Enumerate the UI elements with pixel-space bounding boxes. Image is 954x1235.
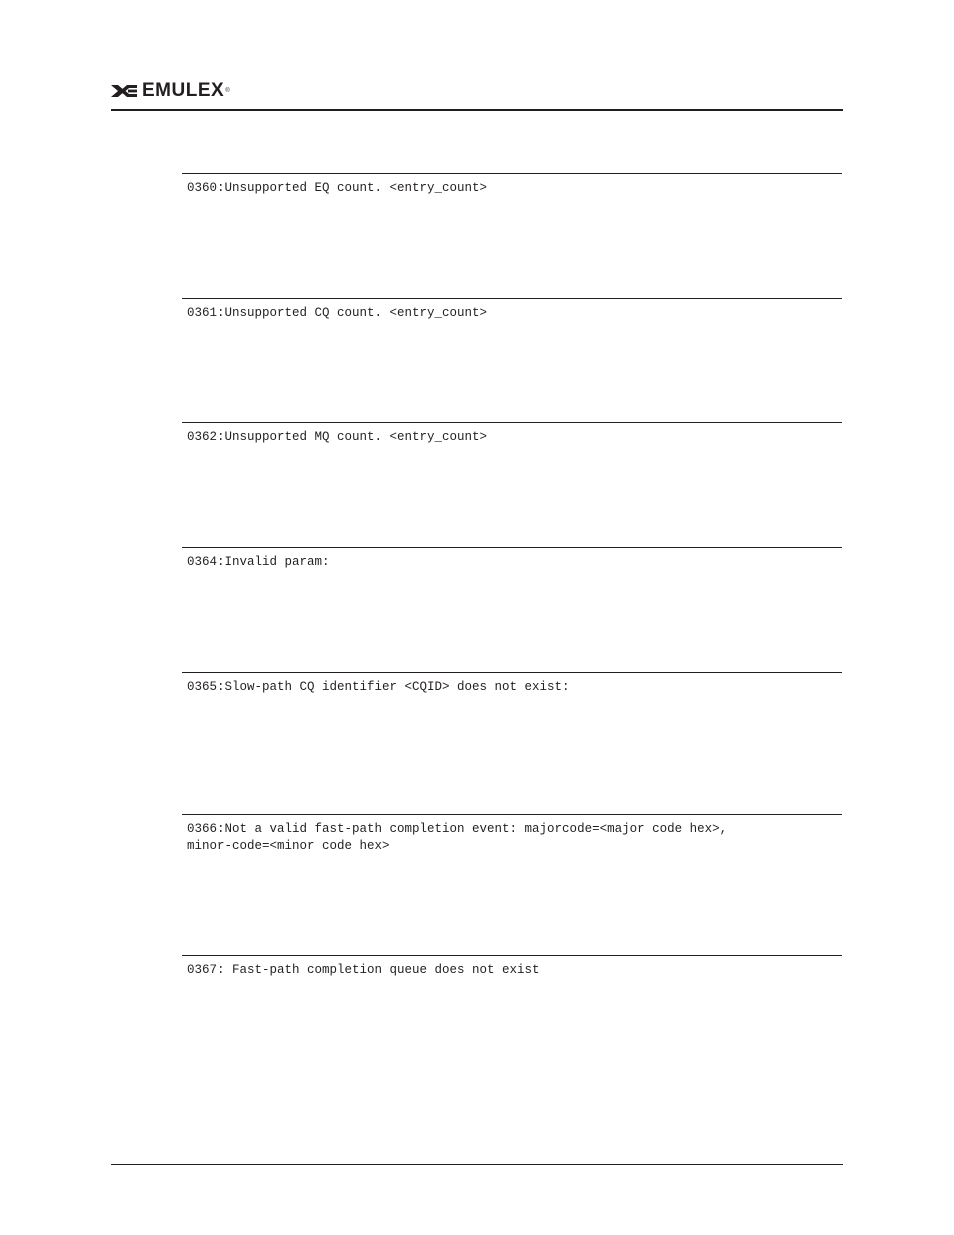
trademark-symbol: ® [225, 88, 230, 94]
logo-wordmark: EMULEX [142, 80, 225, 101]
footer-divider [111, 1164, 843, 1165]
message-entry-0367 [182, 955, 842, 979]
message-entry-0360 [182, 173, 842, 197]
message-text: 0362:Unsupported MQ count. <entry_count> [187, 430, 488, 444]
message-entry-0361 [182, 298, 842, 322]
emulex-logo-icon [111, 83, 139, 99]
message-entry-0366 [182, 814, 842, 855]
message-text: 0365:Slow-path CQ identifier <CQID> does not exist: [187, 680, 570, 694]
message-entry-0362 [182, 422, 842, 446]
message-text: 0366:Not a valid fast-path completion event: majorcode=<major code hex>, minor-code=<minor code hex> [187, 822, 728, 853]
message-text: 0364:Invalid param: [187, 555, 330, 569]
message-text: 0367: Fast-path completion queue does not exist [187, 963, 540, 977]
message-entry-0365 [182, 672, 842, 696]
message-entry-0364 [182, 547, 842, 571]
emulex-logo [111, 82, 230, 100]
message-text: 0360:Unsupported EQ count. <entry_count> [187, 181, 488, 195]
message-text: 0361:Unsupported CQ count. <entry_count> [187, 306, 488, 320]
page-header [111, 78, 843, 111]
